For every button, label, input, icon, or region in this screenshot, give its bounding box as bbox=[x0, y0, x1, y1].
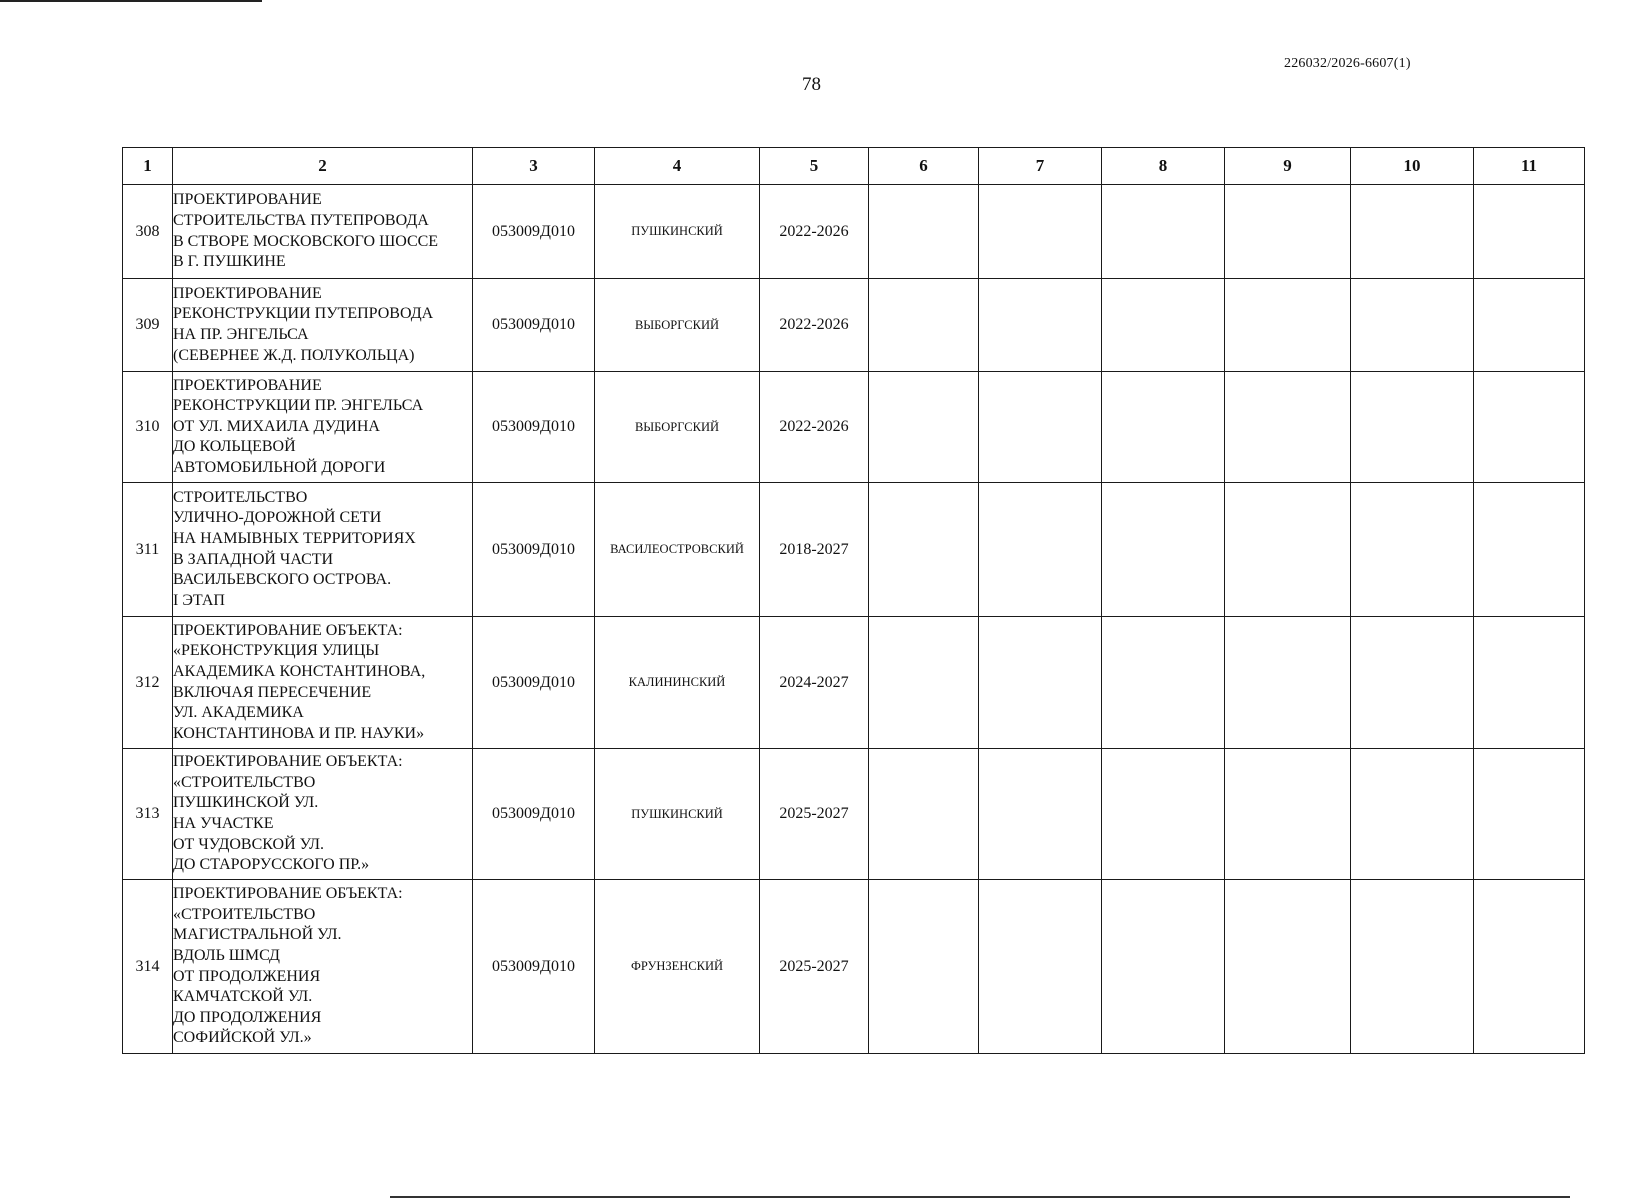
object-name-line: ВДОЛЬ ШМСД bbox=[173, 946, 280, 964]
budget-code: 053009Д010 bbox=[473, 372, 595, 483]
empty-cell-col-8 bbox=[1102, 617, 1225, 749]
object-name-line: I ЭТАП bbox=[173, 591, 225, 609]
column-header-7: 7 bbox=[979, 148, 1102, 185]
empty-cell-col-10 bbox=[1351, 483, 1474, 617]
object-name bbox=[173, 279, 473, 372]
empty-cell-col-9 bbox=[1225, 372, 1351, 483]
period: 2022-2026 bbox=[760, 372, 869, 483]
empty-cell-col-11 bbox=[1474, 372, 1585, 483]
column-header-2: 2 bbox=[173, 148, 473, 185]
table-row bbox=[123, 880, 1585, 1054]
empty-cell-col-10 bbox=[1351, 372, 1474, 483]
object-name bbox=[173, 372, 473, 483]
object-name-line: ДО ПРОДОЛЖЕНИЯ bbox=[173, 1008, 322, 1026]
district: КАЛИНИНСКИЙ bbox=[595, 617, 760, 749]
empty-cell-col-7 bbox=[979, 372, 1102, 483]
row-number: 310 bbox=[123, 372, 173, 483]
object-name-line: «РЕКОНСТРУКЦИЯ УЛИЦЫ bbox=[173, 642, 380, 660]
empty-cell-col-6 bbox=[869, 749, 979, 880]
budget-code: 053009Д010 bbox=[473, 483, 595, 617]
empty-cell-col-11 bbox=[1474, 279, 1585, 372]
column-header-5: 5 bbox=[760, 148, 869, 185]
object-name bbox=[173, 617, 473, 749]
object-name-line: В Г. ПУШКИНЕ bbox=[173, 253, 286, 271]
empty-cell-col-6 bbox=[869, 185, 979, 279]
column-header-9: 9 bbox=[1225, 148, 1351, 185]
object-name-line: ПРОЕКТИРОВАНИЕ bbox=[173, 191, 322, 209]
object-name-line: ВАСИЛЬЕВСКОГО ОСТРОВА. bbox=[173, 571, 392, 589]
empty-cell-col-7 bbox=[979, 880, 1102, 1054]
empty-cell-col-10 bbox=[1351, 617, 1474, 749]
column-header-1: 1 bbox=[123, 148, 173, 185]
object-name-line: СТРОИТЕЛЬСТВА ПУТЕПРОВОДА bbox=[173, 211, 429, 229]
object-name bbox=[173, 749, 473, 880]
empty-cell-col-9 bbox=[1225, 483, 1351, 617]
object-name-line: ОТ ПРОДОЛЖЕНИЯ bbox=[173, 967, 321, 985]
period: 2022-2026 bbox=[760, 279, 869, 372]
object-name-line: РЕКОНСТРУКЦИИ ПР. ЭНГЕЛЬСА bbox=[173, 397, 424, 415]
object-name-line: ПРОЕКТИРОВАНИЕ bbox=[173, 376, 322, 394]
object-name-line: (СЕВЕРНЕЕ Ж.Д. ПОЛУКОЛЬЦА) bbox=[173, 346, 415, 364]
object-name-line: В СТВОРЕ МОСКОВСКОГО ШОССЕ bbox=[173, 232, 439, 250]
object-name-line: ДО СТАРОРУССКОГО ПР.» bbox=[173, 856, 370, 874]
object-name-line: ПУШКИНСКОЙ УЛ. bbox=[173, 794, 319, 812]
row-number: 312 bbox=[123, 617, 173, 749]
object-name-line: ВКЛЮЧАЯ ПЕРЕСЕЧЕНИЕ bbox=[173, 683, 372, 701]
object-name-line: НА НАМЫВНЫХ ТЕРРИТОРИЯХ bbox=[173, 529, 416, 547]
column-header-3: 3 bbox=[473, 148, 595, 185]
register-table bbox=[122, 147, 1585, 1054]
column-header-4: 4 bbox=[595, 148, 760, 185]
object-name bbox=[173, 185, 473, 279]
period: 2025-2027 bbox=[760, 749, 869, 880]
empty-cell-col-8 bbox=[1102, 279, 1225, 372]
empty-cell-col-10 bbox=[1351, 749, 1474, 880]
budget-code: 053009Д010 bbox=[473, 185, 595, 279]
row-number: 313 bbox=[123, 749, 173, 880]
object-name-line: КОНСТАНТИНОВА И ПР. НАУКИ» bbox=[173, 724, 425, 742]
budget-code: 053009Д010 bbox=[473, 279, 595, 372]
bottom-edge-rule bbox=[390, 1196, 1570, 1198]
row-number: 308 bbox=[123, 185, 173, 279]
empty-cell-col-7 bbox=[979, 617, 1102, 749]
empty-cell-col-8 bbox=[1102, 372, 1225, 483]
object-name-line: ПРОЕКТИРОВАНИЕ bbox=[173, 284, 322, 302]
object-name-line: АВТОМОБИЛЬНОЙ ДОРОГИ bbox=[173, 458, 386, 476]
empty-cell-col-10 bbox=[1351, 880, 1474, 1054]
empty-cell-col-11 bbox=[1474, 749, 1585, 880]
empty-cell-col-11 bbox=[1474, 483, 1585, 617]
row-number: 314 bbox=[123, 880, 173, 1054]
period: 2025-2027 bbox=[760, 880, 869, 1054]
empty-cell-col-11 bbox=[1474, 880, 1585, 1054]
empty-cell-col-8 bbox=[1102, 185, 1225, 279]
object-name-line: МАГИСТРАЛЬНОЙ УЛ. bbox=[173, 926, 342, 944]
period: 2024-2027 bbox=[760, 617, 869, 749]
district: ФРУНЗЕНСКИЙ bbox=[595, 880, 760, 1054]
table-body bbox=[123, 185, 1585, 1054]
table-row bbox=[123, 617, 1585, 749]
budget-code: 053009Д010 bbox=[473, 749, 595, 880]
object-name-line: НА УЧАСТКЕ bbox=[173, 815, 274, 832]
object-name-line: НА ПР. ЭНГЕЛЬСА bbox=[173, 326, 309, 343]
table-row bbox=[123, 749, 1585, 880]
empty-cell-col-6 bbox=[869, 372, 979, 483]
empty-cell-col-8 bbox=[1102, 880, 1225, 1054]
object-name-line: ПРОЕКТИРОВАНИЕ ОБЪЕКТА: bbox=[173, 885, 403, 903]
object-name-line: ПРОЕКТИРОВАНИЕ ОБЪЕКТА: bbox=[173, 753, 403, 771]
object-name-line: ПРОЕКТИРОВАНИЕ ОБЪЕКТА: bbox=[173, 621, 403, 639]
budget-code: 053009Д010 bbox=[473, 880, 595, 1054]
object-name-line: КАМЧАТСКОЙ УЛ. bbox=[173, 988, 313, 1006]
document-number: 226032/2026-6607(1) bbox=[1284, 56, 1411, 71]
empty-cell-col-6 bbox=[869, 617, 979, 749]
header-row bbox=[123, 148, 1585, 185]
district: ВЫБОРГСКИЙ bbox=[595, 279, 760, 372]
empty-cell-col-7 bbox=[979, 185, 1102, 279]
object-name bbox=[173, 880, 473, 1054]
table-row bbox=[123, 279, 1585, 372]
table-row bbox=[123, 372, 1585, 483]
object-name-line: СТРОИТЕЛЬСТВО bbox=[173, 488, 308, 506]
row-number: 309 bbox=[123, 279, 173, 372]
empty-cell-col-10 bbox=[1351, 279, 1474, 372]
column-header-11: 11 bbox=[1474, 148, 1585, 185]
empty-cell-col-6 bbox=[869, 279, 979, 372]
empty-cell-col-10 bbox=[1351, 185, 1474, 279]
object-name-line: ОТ УЛ. МИХАИЛА ДУДИНА bbox=[173, 417, 380, 435]
object-name-line: РЕКОНСТРУКЦИИ ПУТЕПРОВОДА bbox=[173, 305, 434, 323]
column-header-6: 6 bbox=[869, 148, 979, 185]
table-row bbox=[123, 185, 1585, 279]
district: ПУШКИНСКИЙ bbox=[595, 185, 760, 279]
empty-cell-col-7 bbox=[979, 483, 1102, 617]
empty-cell-col-9 bbox=[1225, 617, 1351, 749]
empty-cell-col-7 bbox=[979, 749, 1102, 880]
district: ВЫБОРГСКИЙ bbox=[595, 372, 760, 483]
object-name-line: СОФИЙСКОЙ УЛ.» bbox=[173, 1029, 312, 1047]
page-number: 78 bbox=[802, 74, 821, 95]
object-name bbox=[173, 483, 473, 617]
object-name-line: ДО КОЛЬЦЕВОЙ bbox=[173, 438, 296, 456]
empty-cell-col-8 bbox=[1102, 749, 1225, 880]
top-edge-rule bbox=[0, 0, 262, 2]
object-name-line: АКАДЕМИКА КОНСТАНТИНОВА, bbox=[173, 662, 426, 680]
empty-cell-col-9 bbox=[1225, 749, 1351, 880]
object-name-line: В ЗАПАДНОЙ ЧАСТИ bbox=[173, 550, 334, 568]
row-number: 311 bbox=[123, 483, 173, 617]
empty-cell-col-6 bbox=[869, 483, 979, 617]
column-header-10: 10 bbox=[1351, 148, 1474, 185]
table-row bbox=[123, 483, 1585, 617]
district: ВАСИЛЕОСТРОВСКИЙ bbox=[595, 483, 760, 617]
object-name-line: УЛ. АКАДЕМИКА bbox=[173, 704, 304, 722]
object-name-line: «СТРОИТЕЛЬСТВО bbox=[173, 773, 316, 791]
empty-cell-col-9 bbox=[1225, 279, 1351, 372]
object-name-line: «СТРОИТЕЛЬСТВО bbox=[173, 905, 316, 923]
empty-cell-col-6 bbox=[869, 880, 979, 1054]
empty-cell-col-8 bbox=[1102, 483, 1225, 617]
empty-cell-col-9 bbox=[1225, 880, 1351, 1054]
period: 2018-2027 bbox=[760, 483, 869, 617]
empty-cell-col-11 bbox=[1474, 185, 1585, 279]
empty-cell-col-7 bbox=[979, 279, 1102, 372]
column-header-8: 8 bbox=[1102, 148, 1225, 185]
district: ПУШКИНСКИЙ bbox=[595, 749, 760, 880]
empty-cell-col-11 bbox=[1474, 617, 1585, 749]
object-name-line: УЛИЧНО-ДОРОЖНОЙ СЕТИ bbox=[173, 509, 382, 527]
object-name-line: ОТ ЧУДОВСКОЙ УЛ. bbox=[173, 835, 325, 853]
period: 2022-2026 bbox=[760, 185, 869, 279]
budget-code: 053009Д010 bbox=[473, 617, 595, 749]
empty-cell-col-9 bbox=[1225, 185, 1351, 279]
